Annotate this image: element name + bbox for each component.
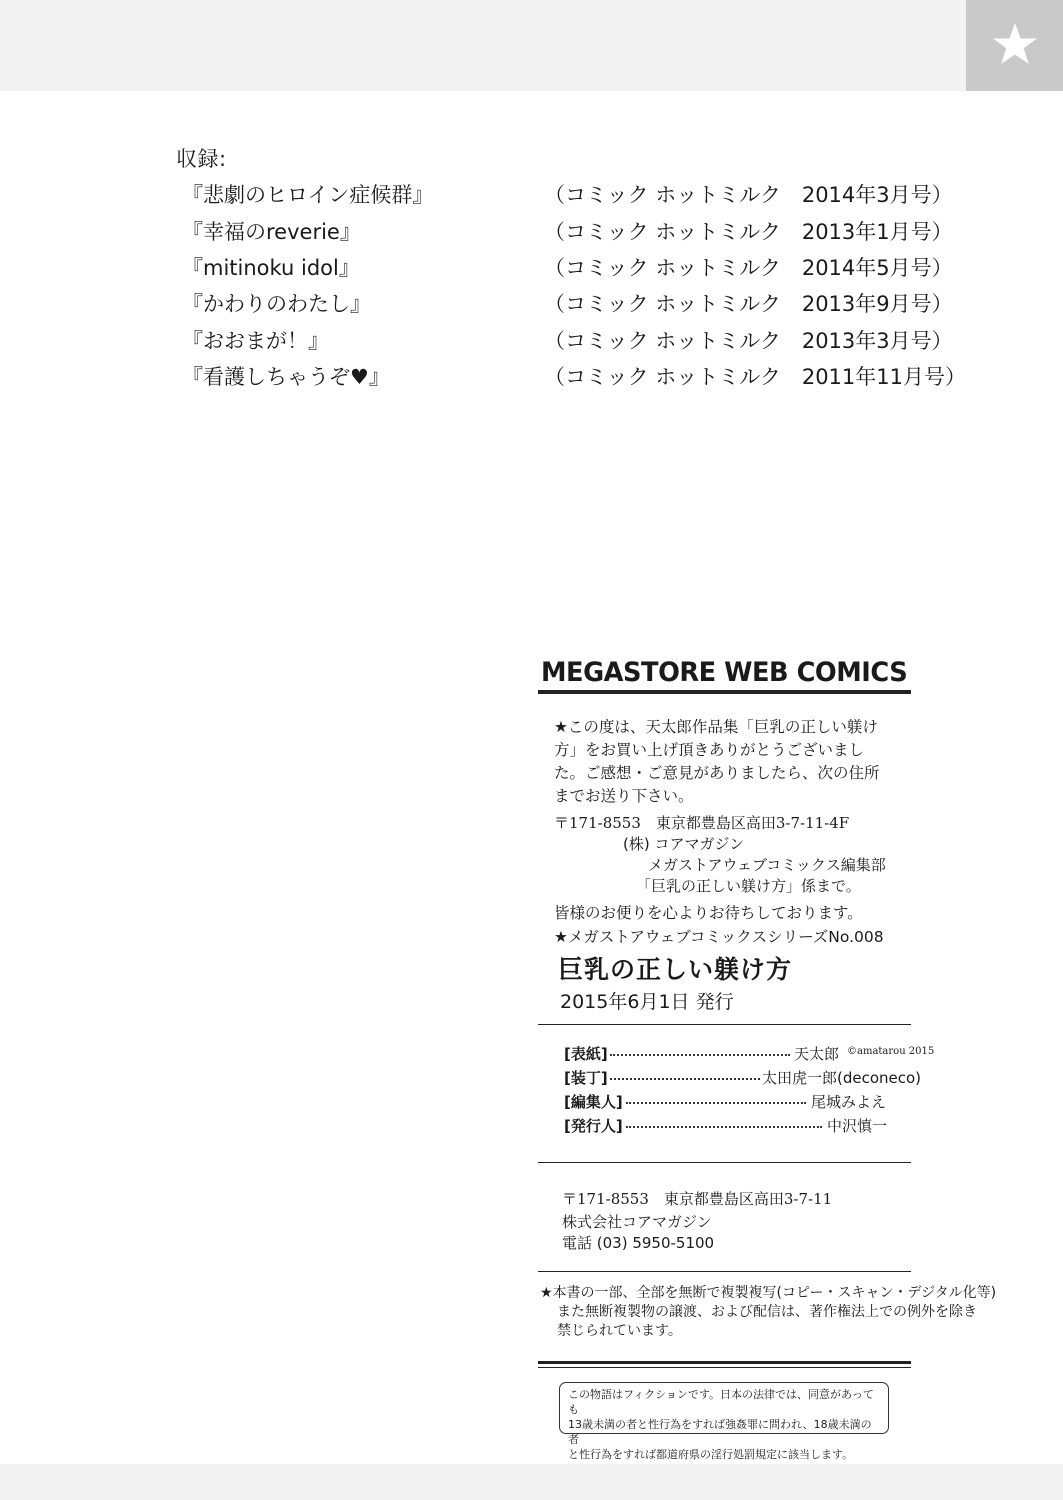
closing-line: 皆様のお便りを心よりお待ちしております。: [554, 904, 863, 922]
brand-logo: MEGASTORE WEB COMICS: [541, 657, 908, 688]
notice-line: この物語はフィクションです。日本の法律では、同意があっても: [568, 1388, 874, 1416]
copyright-line: また無断複製物の譲渡、および配信は、著作権法上での例外を除き: [557, 1304, 977, 1320]
notice-line: 13歳未満の者と性行為をすれば強姦罪に問われ、18歳未満の者: [568, 1418, 872, 1446]
divider: [538, 1367, 911, 1368]
credit-name: 尾城みよえ: [811, 1093, 887, 1111]
address-line: (株) コアマガジン: [623, 835, 745, 853]
contents-list: [176, 143, 966, 389]
divider: [538, 1271, 911, 1272]
story-source: （コミック ホットミルク 2013年3月号）: [544, 329, 953, 353]
book-title: 巨乳の正しい躾け方: [558, 955, 793, 984]
story-source: （コミック ホットミルク 2014年5月号）: [544, 256, 953, 280]
message-line: までお送り下さい。: [554, 787, 694, 805]
contents-heading: 収録:: [176, 147, 227, 171]
credit-row: [564, 1091, 894, 1113]
story-title: 『mitinoku idol』: [182, 256, 360, 280]
divider: [538, 1162, 911, 1163]
address-line: メガストアウェブコミックス編集部: [648, 856, 886, 874]
divider: [538, 1361, 911, 1364]
corner-tab: [966, 0, 1063, 91]
credit-role: [編集人]: [564, 1093, 623, 1111]
fiction-notice: [559, 1382, 889, 1461]
story-source: （コミック ホットミルク 2014年3月号）: [544, 183, 953, 207]
story-source: （コミック ホットミルク 2013年9月号）: [544, 292, 953, 316]
series-label: ★メガストアウェブコミックスシリーズNo.008: [554, 928, 884, 946]
credit-role: [発行人]: [564, 1117, 623, 1135]
leader-dots: [626, 1091, 806, 1104]
credit-role: [表紙]: [564, 1045, 608, 1063]
divider: [538, 690, 911, 694]
address-line: 〒171-8553 東京都豊島区高田3-7-11-4F: [554, 814, 850, 832]
publisher-address: 〒171-8553 東京都豊島区高田3-7-11: [562, 1190, 833, 1208]
story-source: （コミック ホットミルク 2011年11月号）: [544, 365, 966, 389]
credit-row: [564, 1043, 935, 1065]
top-margin-band: [0, 0, 1063, 91]
credit-row: [564, 1115, 894, 1137]
story-source: （コミック ホットミルク 2013年1月号）: [544, 220, 953, 244]
copyright-line: 禁じられています。: [557, 1323, 682, 1339]
story-title: 『かわりのわたし』: [182, 292, 371, 316]
star-icon: [991, 21, 1039, 69]
story-title: 『悲劇のヒロイン症候群』: [182, 183, 434, 207]
credit-role: [装丁]: [564, 1069, 608, 1087]
copyright-note: ©amatarou 2015: [847, 1046, 935, 1057]
leader-dots: [610, 1043, 790, 1056]
credit-row: [564, 1067, 922, 1089]
credit-name: 中沢慎一: [827, 1117, 888, 1135]
credit-name: 天太郎: [794, 1045, 840, 1063]
story-title: 『おおまが！』: [182, 329, 329, 353]
leader-dots: [626, 1115, 822, 1128]
notice-line: と性行為をすれば都道府県の淫行処罰規定に該当します。: [568, 1448, 854, 1461]
leader-dots: [610, 1067, 760, 1080]
message-line: ★この度は、天太郎作品集「巨乳の正しい躾け: [554, 718, 878, 736]
publish-date: 2015年6月1日 発行: [560, 991, 734, 1013]
story-title: 『看護しちゃうぞ♥』: [182, 365, 390, 389]
message-line: 方」をお買い上げ頂きありがとうございまし: [554, 741, 865, 759]
publisher-phone: 電話 (03) 5950-5100: [562, 1234, 715, 1252]
credit-name: 太田虎一郎(deconeco): [762, 1069, 922, 1087]
publisher-name: 株式会社コアマガジン: [562, 1213, 712, 1231]
copyright-line: ★本書の一部、全部を無断で複製複写(コピー・スキャン・デジタル化等): [540, 1285, 997, 1301]
address-line: 「巨乳の正しい躾け方」係まで。: [636, 877, 861, 895]
message-line: た。ご感想・ご意見がありましたら、次の住所: [554, 764, 880, 782]
divider: [538, 1024, 911, 1025]
story-title: 『幸福のreverie』: [182, 220, 361, 244]
bottom-margin-band: [0, 1464, 1063, 1500]
